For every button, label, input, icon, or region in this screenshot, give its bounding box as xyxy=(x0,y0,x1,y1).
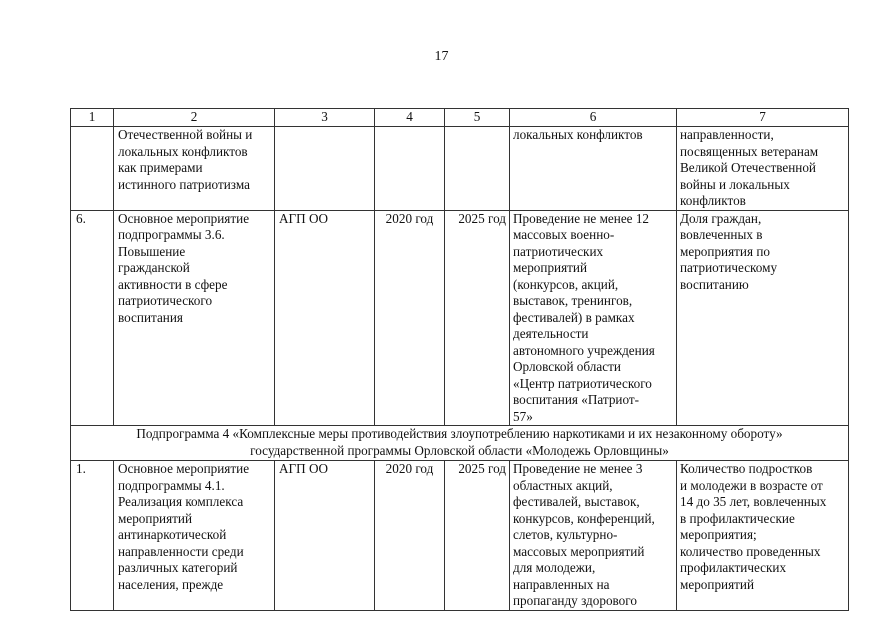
row-number-cell: 1. xyxy=(71,461,114,611)
text-line: и молодежи в возрасте от xyxy=(680,477,823,493)
text-line: количество проведенных xyxy=(680,543,821,559)
text-line: войны и локальных xyxy=(680,176,790,192)
text-line: выставок, тренингов, xyxy=(513,293,633,308)
text-line: конфликтов xyxy=(680,193,746,208)
text-line: 14 до 35 лет, вовлеченных xyxy=(680,494,827,509)
row-number-cell: 6. xyxy=(71,210,114,426)
text-line: различных категорий xyxy=(118,560,238,575)
header-cell: 6 xyxy=(510,109,677,127)
text-line: массовых мероприятий xyxy=(513,543,645,559)
header-cell: 7 xyxy=(677,109,849,127)
text-line: государственной программы Орловской области «Молодежь Орловщины» xyxy=(250,442,669,458)
text-line: деятельности xyxy=(513,326,589,341)
text-line: населения, прежде xyxy=(118,576,224,592)
text-line: массовых военно- xyxy=(513,227,615,242)
text-line: Основное мероприятие xyxy=(118,210,250,226)
start-year-cell xyxy=(375,127,445,211)
text-line: воспитания xyxy=(118,309,183,325)
end-year-cell: 2025 год xyxy=(445,461,510,611)
text-line: Количество подростков xyxy=(680,461,813,476)
table-row xyxy=(71,127,849,211)
text-line: 57» xyxy=(513,408,533,424)
text-line: фестивалей, выставок, xyxy=(513,494,640,509)
text-line: Проведение не менее 12 xyxy=(513,210,650,226)
text-line: патриотического xyxy=(118,293,213,308)
indicator-cell xyxy=(677,127,849,211)
text-line: истинного патриотизма xyxy=(118,176,250,192)
text-line: вовлеченных в xyxy=(680,227,763,242)
end-year-cell: 2025 год xyxy=(445,210,510,426)
text-line: Реализация комплекса xyxy=(118,494,244,509)
text-line: для молодежи, xyxy=(513,560,596,575)
text-line: мероприятий xyxy=(680,576,755,592)
text-line: воспитания «Патриот- xyxy=(513,392,640,407)
text-line: локальных конфликтов xyxy=(118,143,248,159)
text-line: направленности среди xyxy=(118,543,244,559)
header-cell: 4 xyxy=(375,109,445,127)
header-cell: 1 xyxy=(71,109,114,127)
text-line: мероприятий xyxy=(513,260,588,275)
result-cell xyxy=(510,461,677,611)
event-cell xyxy=(114,461,275,611)
executor-cell: АГП ОО xyxy=(275,210,375,426)
text-line: активности в сфере xyxy=(118,276,228,292)
text-line: Повышение xyxy=(118,243,186,259)
result-cell xyxy=(510,210,677,426)
table-row xyxy=(71,210,849,426)
event-cell xyxy=(114,210,275,426)
text-line: гражданской xyxy=(118,260,190,275)
text-line: антинаркотической xyxy=(118,527,227,542)
header-cell: 2 xyxy=(114,109,275,127)
text-line: посвященных ветеранам xyxy=(680,143,819,159)
indicator-cell xyxy=(677,210,849,426)
text-line: в профилактические xyxy=(680,510,795,526)
text-line: областных акций, xyxy=(513,477,613,493)
text-line: Великой Отечественной xyxy=(680,160,816,175)
header-cell: 5 xyxy=(445,109,510,127)
program-table xyxy=(70,108,849,611)
text-line: Орловской области xyxy=(513,359,621,374)
text-line: мероприятия; xyxy=(680,527,757,542)
text-line: фестивалей) в рамках xyxy=(513,309,635,325)
end-year-cell xyxy=(445,127,510,211)
start-year-cell: 2020 год xyxy=(375,461,445,611)
text-line: воспитанию xyxy=(680,276,749,292)
text-line: мероприятий xyxy=(118,510,193,526)
subprogram-title xyxy=(71,426,849,461)
executor-cell: АГП ОО xyxy=(275,461,375,611)
start-year-cell: 2020 год xyxy=(375,210,445,426)
text-line: Проведение не менее 3 xyxy=(513,461,643,476)
text-line: (конкурсов, акций, xyxy=(513,276,619,292)
table-header-row xyxy=(71,109,849,127)
text-line: пропаганду здорового xyxy=(513,593,637,608)
text-line: слетов, культурно- xyxy=(513,527,618,542)
text-line: Подпрограмма 4 «Комплексные меры противодействия злоупотреблению наркотиками и их незаконному обороту» xyxy=(136,426,783,441)
table-row xyxy=(71,461,849,611)
text-line: Основное мероприятие xyxy=(118,461,250,476)
event-cell xyxy=(114,127,275,211)
indicator-cell xyxy=(677,461,849,611)
header-cell: 3 xyxy=(275,109,375,127)
text-line: направленных на xyxy=(513,576,610,592)
result-cell xyxy=(510,127,677,211)
text-line: мероприятия по xyxy=(680,243,770,259)
row-number-cell xyxy=(71,127,114,211)
text-line: патриотическому xyxy=(680,260,778,275)
text-line: Доля граждан, xyxy=(680,210,762,226)
text-line: Отечественной войны и xyxy=(118,127,253,142)
text-line: профилактических xyxy=(680,560,787,575)
text-line: «Центр патриотического xyxy=(513,375,652,391)
text-line: конкурсов, конференций, xyxy=(513,510,655,526)
text-line: направленности, xyxy=(680,127,774,142)
text-line: подпрограммы 4.1. xyxy=(118,477,225,493)
text-line: локальных конфликтов xyxy=(513,127,643,142)
text-line: подпрограммы 3.6. xyxy=(118,227,225,242)
text-line: патриотических xyxy=(513,243,604,259)
subprogram-row xyxy=(71,426,849,461)
page-number: 17 xyxy=(434,49,449,64)
text-line: автономного учреждения xyxy=(513,342,655,358)
text-line: как примерами xyxy=(118,160,203,175)
executor-cell xyxy=(275,127,375,211)
